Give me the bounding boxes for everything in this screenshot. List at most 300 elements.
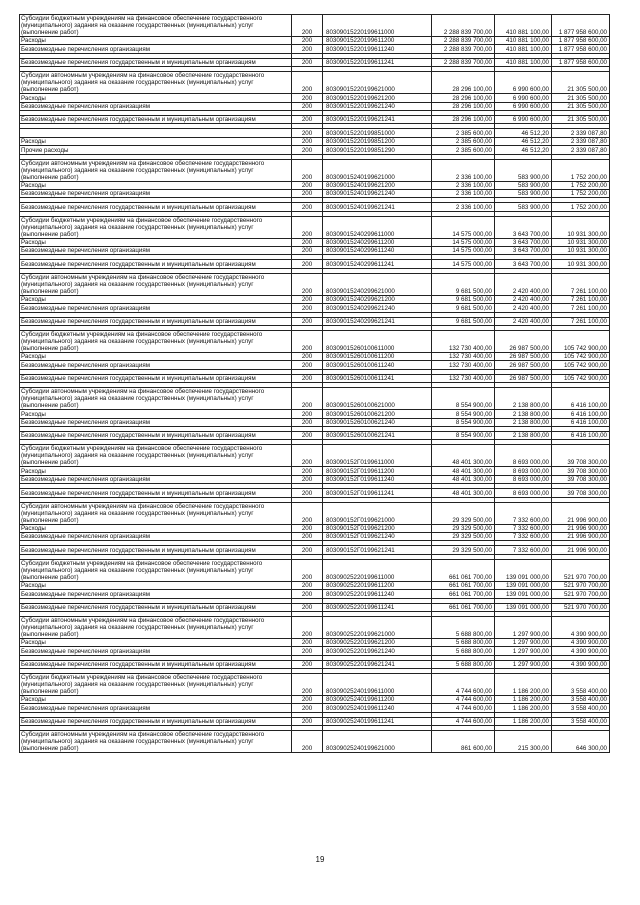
row-approved-amount: 29 329 500,00 bbox=[432, 546, 495, 554]
row-code: 200 bbox=[292, 374, 323, 382]
row-unexecuted-amount: 105 742 900,00 bbox=[552, 374, 610, 382]
row-name: Расходы bbox=[20, 581, 292, 589]
row-classification-code: 80309015240299621200 bbox=[323, 295, 432, 303]
row-approved-amount: 29 329 500,00 bbox=[432, 502, 495, 524]
row-executed-amount: 2 138 800,00 bbox=[495, 388, 552, 410]
row-classification-code: 80309015240199621240 bbox=[323, 189, 432, 197]
row-unexecuted-amount: 21 996 900,00 bbox=[552, 524, 610, 532]
row-executed-amount: 410 881 100,00 bbox=[495, 37, 552, 45]
row-unexecuted-amount: 10 931 300,00 bbox=[552, 216, 610, 238]
row-unexecuted-amount: 1 877 958 600,00 bbox=[552, 58, 610, 66]
row-executed-amount: 6 990 600,00 bbox=[495, 94, 552, 102]
row-approved-amount: 9 681 500,00 bbox=[432, 295, 495, 303]
row-unexecuted-amount: 2 339 087,80 bbox=[552, 129, 610, 137]
row-executed-amount: 26 987 500,00 bbox=[495, 374, 552, 382]
table-row bbox=[20, 181, 610, 189]
row-unexecuted-amount: 6 416 100,00 bbox=[552, 418, 610, 426]
table-row bbox=[20, 717, 610, 725]
row-approved-amount: 29 329 500,00 bbox=[432, 532, 495, 540]
row-classification-code: 803090152Г0199621241 bbox=[323, 546, 432, 554]
row-name: Субсидии автономным учреждениям на финансовое обеспечение государственного (муниципального) задания на оказание государственных (муниципальных) услуг (выполнение работ) bbox=[20, 616, 292, 638]
row-classification-code: 80309015220199611200 bbox=[323, 37, 432, 45]
table-row bbox=[20, 317, 610, 325]
row-code: 200 bbox=[292, 731, 323, 753]
row-classification-code: 80309025220199621240 bbox=[323, 647, 432, 655]
row-classification-code: 803090152Г0199611000 bbox=[323, 445, 432, 467]
row-unexecuted-amount: 105 742 900,00 bbox=[552, 353, 610, 361]
table-row bbox=[20, 247, 610, 255]
row-name: Субсидии автономным учреждениям на финансовое обеспечение государственного (муниципального) задания на оказание государственных (муниципальных) услуг (выполнение работ) bbox=[20, 388, 292, 410]
table-row bbox=[20, 489, 610, 497]
row-code: 200 bbox=[292, 638, 323, 646]
row-executed-amount: 1 186 200,00 bbox=[495, 717, 552, 725]
row-code: 200 bbox=[292, 216, 323, 238]
row-executed-amount: 583 900,00 bbox=[495, 203, 552, 211]
row-code: 200 bbox=[292, 674, 323, 696]
row-name: Безвозмездные перечисления государственным и муниципальным организациям bbox=[20, 660, 292, 668]
row-executed-amount: 2 138 800,00 bbox=[495, 418, 552, 426]
row-approved-amount: 4 744 600,00 bbox=[432, 704, 495, 712]
row-code: 200 bbox=[292, 717, 323, 725]
row-executed-amount: 26 987 500,00 bbox=[495, 331, 552, 353]
row-classification-code: 80309015260100611240 bbox=[323, 361, 432, 369]
row-unexecuted-amount: 1 752 200,00 bbox=[552, 181, 610, 189]
row-code: 200 bbox=[292, 603, 323, 611]
row-code: 200 bbox=[292, 532, 323, 540]
row-name bbox=[20, 129, 292, 137]
table-row bbox=[20, 559, 610, 581]
row-classification-code: 80309015220199621200 bbox=[323, 94, 432, 102]
row-executed-amount: 6 990 600,00 bbox=[495, 102, 552, 110]
row-approved-amount: 132 730 400,00 bbox=[432, 374, 495, 382]
row-code: 200 bbox=[292, 260, 323, 268]
row-approved-amount: 661 061 700,00 bbox=[432, 590, 495, 598]
table-row bbox=[20, 603, 610, 611]
row-executed-amount: 8 693 000,00 bbox=[495, 475, 552, 483]
table-row bbox=[20, 410, 610, 418]
row-approved-amount: 2 288 839 700,00 bbox=[432, 37, 495, 45]
row-name: Безвозмездные перечисления государственным и муниципальным организациям bbox=[20, 603, 292, 611]
row-classification-code: 80309015260100621000 bbox=[323, 388, 432, 410]
row-classification-code: 80309015260100621200 bbox=[323, 410, 432, 418]
row-approved-amount: 14 575 000,00 bbox=[432, 216, 495, 238]
row-classification-code: 80309025220199611000 bbox=[323, 559, 432, 581]
row-name: Безвозмездные перечисления организациям bbox=[20, 189, 292, 197]
row-executed-amount: 3 643 700,00 bbox=[495, 260, 552, 268]
row-executed-amount: 2 138 800,00 bbox=[495, 410, 552, 418]
row-name: Расходы bbox=[20, 467, 292, 475]
row-executed-amount: 8 693 000,00 bbox=[495, 445, 552, 467]
row-unexecuted-amount: 2 339 087,80 bbox=[552, 146, 610, 154]
row-code: 200 bbox=[292, 361, 323, 369]
row-code: 200 bbox=[292, 102, 323, 110]
row-approved-amount: 29 329 500,00 bbox=[432, 524, 495, 532]
row-executed-amount: 46 512,20 bbox=[495, 137, 552, 145]
row-classification-code: 80309025240199611240 bbox=[323, 704, 432, 712]
row-approved-amount: 8 554 900,00 bbox=[432, 410, 495, 418]
row-unexecuted-amount: 6 416 100,00 bbox=[552, 388, 610, 410]
row-classification-code: 80309015260100621240 bbox=[323, 418, 432, 426]
page-number: 19 bbox=[315, 855, 325, 864]
row-code: 200 bbox=[292, 45, 323, 53]
row-executed-amount: 139 091 000,00 bbox=[495, 559, 552, 581]
row-classification-code: 803090152Г0199611200 bbox=[323, 467, 432, 475]
row-name: Субсидии бюджетным учреждениям на финансовое обеспечение государственного (муниципального) задания на оказание государственных (муниципальных) услуг (выполнение работ) bbox=[20, 331, 292, 353]
row-name: Расходы bbox=[20, 181, 292, 189]
row-code: 200 bbox=[292, 247, 323, 255]
row-approved-amount: 5 688 800,00 bbox=[432, 660, 495, 668]
row-executed-amount: 7 332 600,00 bbox=[495, 532, 552, 540]
row-unexecuted-amount: 1 752 200,00 bbox=[552, 203, 610, 211]
row-executed-amount: 2 420 400,00 bbox=[495, 273, 552, 295]
row-code: 200 bbox=[292, 37, 323, 45]
row-name: Безвозмездные перечисления государственным и муниципальным организациям bbox=[20, 431, 292, 439]
row-executed-amount: 8 693 000,00 bbox=[495, 467, 552, 475]
row-name: Безвозмездные перечисления организациям bbox=[20, 45, 292, 53]
row-executed-amount: 583 900,00 bbox=[495, 189, 552, 197]
table-row bbox=[20, 304, 610, 312]
row-unexecuted-amount: 1 877 958 600,00 bbox=[552, 37, 610, 45]
row-approved-amount: 14 575 000,00 bbox=[432, 247, 495, 255]
row-unexecuted-amount: 10 931 300,00 bbox=[552, 260, 610, 268]
table-row bbox=[20, 374, 610, 382]
row-code: 200 bbox=[292, 467, 323, 475]
row-executed-amount: 26 987 500,00 bbox=[495, 353, 552, 361]
table-row bbox=[20, 581, 610, 589]
row-approved-amount: 2 385 600,00 bbox=[432, 129, 495, 137]
row-approved-amount: 8 554 900,00 bbox=[432, 418, 495, 426]
row-name: Безвозмездные перечисления организациям bbox=[20, 361, 292, 369]
table-row bbox=[20, 647, 610, 655]
row-name: Расходы bbox=[20, 410, 292, 418]
row-classification-code: 80309025240199611200 bbox=[323, 696, 432, 704]
row-executed-amount: 3 643 700,00 bbox=[495, 247, 552, 255]
row-executed-amount: 410 881 100,00 bbox=[495, 45, 552, 53]
row-executed-amount: 1 186 200,00 bbox=[495, 704, 552, 712]
row-name: Безвозмездные перечисления государственным и муниципальным организациям bbox=[20, 58, 292, 66]
row-unexecuted-amount: 39 708 300,00 bbox=[552, 489, 610, 497]
row-name: Безвозмездные перечисления государственным и муниципальным организациям bbox=[20, 203, 292, 211]
budget-table-container bbox=[19, 14, 609, 753]
row-classification-code: 80309025240199611000 bbox=[323, 674, 432, 696]
row-unexecuted-amount: 39 708 300,00 bbox=[552, 445, 610, 467]
row-code: 200 bbox=[292, 146, 323, 154]
table-row bbox=[20, 532, 610, 540]
row-classification-code: 80309025240199611241 bbox=[323, 717, 432, 725]
row-approved-amount: 9 681 500,00 bbox=[432, 273, 495, 295]
row-unexecuted-amount: 21 305 500,00 bbox=[552, 102, 610, 110]
row-approved-amount: 132 730 400,00 bbox=[432, 361, 495, 369]
table-row bbox=[20, 129, 610, 137]
row-name: Субсидии автономным учреждениям на финансовое обеспечение государственного (муниципального) задания на оказание государственных (муниципальных) услуг (выполнение работ) bbox=[20, 72, 292, 94]
row-classification-code: 80309025220199621200 bbox=[323, 638, 432, 646]
row-code: 200 bbox=[292, 295, 323, 303]
row-unexecuted-amount: 7 261 100,00 bbox=[552, 295, 610, 303]
table-row bbox=[20, 674, 610, 696]
row-approved-amount: 2 336 100,00 bbox=[432, 203, 495, 211]
row-code: 200 bbox=[292, 546, 323, 554]
row-name: Безвозмездные перечисления государственным и муниципальным организациям bbox=[20, 546, 292, 554]
row-executed-amount: 410 881 100,00 bbox=[495, 58, 552, 66]
row-classification-code: 803090152Г0199621200 bbox=[323, 524, 432, 532]
row-unexecuted-amount: 3 558 400,00 bbox=[552, 696, 610, 704]
row-executed-amount: 2 138 800,00 bbox=[495, 431, 552, 439]
table-row bbox=[20, 731, 610, 753]
row-code: 200 bbox=[292, 137, 323, 145]
table-row bbox=[20, 418, 610, 426]
row-code: 200 bbox=[292, 189, 323, 197]
row-code: 200 bbox=[292, 58, 323, 66]
row-approved-amount: 2 288 839 700,00 bbox=[432, 58, 495, 66]
table-row bbox=[20, 72, 610, 94]
row-approved-amount: 48 401 300,00 bbox=[432, 475, 495, 483]
table-row bbox=[20, 115, 610, 123]
row-classification-code: 80309025220199611200 bbox=[323, 581, 432, 589]
row-executed-amount: 1 297 900,00 bbox=[495, 638, 552, 646]
row-approved-amount: 48 401 300,00 bbox=[432, 489, 495, 497]
row-code: 200 bbox=[292, 489, 323, 497]
row-classification-code: 80309015220199621240 bbox=[323, 102, 432, 110]
table-row bbox=[20, 502, 610, 524]
table-row bbox=[20, 524, 610, 532]
row-unexecuted-amount: 39 708 300,00 bbox=[552, 467, 610, 475]
row-approved-amount: 28 296 100,00 bbox=[432, 72, 495, 94]
row-classification-code: 80309015240299611200 bbox=[323, 238, 432, 246]
row-code: 200 bbox=[292, 524, 323, 532]
row-name: Расходы bbox=[20, 353, 292, 361]
row-unexecuted-amount: 21 305 500,00 bbox=[552, 94, 610, 102]
row-executed-amount: 1 186 200,00 bbox=[495, 674, 552, 696]
row-unexecuted-amount: 4 390 900,00 bbox=[552, 660, 610, 668]
row-name: Безвозмездные перечисления организациям bbox=[20, 475, 292, 483]
row-classification-code: 80309015260100621241 bbox=[323, 431, 432, 439]
row-name: Безвозмездные перечисления государственным и муниципальным организациям bbox=[20, 374, 292, 382]
row-executed-amount: 26 987 500,00 bbox=[495, 361, 552, 369]
row-classification-code: 80309015220199611241 bbox=[323, 58, 432, 66]
row-unexecuted-amount: 7 261 100,00 bbox=[552, 317, 610, 325]
table-row bbox=[20, 475, 610, 483]
table-row bbox=[20, 273, 610, 295]
row-classification-code: 803090152Г0199621240 bbox=[323, 532, 432, 540]
row-name: Безвозмездные перечисления государственным и муниципальным организациям bbox=[20, 717, 292, 725]
row-code: 200 bbox=[292, 94, 323, 102]
row-unexecuted-amount: 7 261 100,00 bbox=[552, 304, 610, 312]
row-code: 200 bbox=[292, 418, 323, 426]
row-approved-amount: 2 385 600,00 bbox=[432, 146, 495, 154]
row-code: 200 bbox=[292, 72, 323, 94]
row-approved-amount: 861 600,00 bbox=[432, 731, 495, 753]
row-code: 200 bbox=[292, 181, 323, 189]
row-approved-amount: 4 744 600,00 bbox=[432, 674, 495, 696]
row-approved-amount: 48 401 300,00 bbox=[432, 445, 495, 467]
row-approved-amount: 2 336 100,00 bbox=[432, 189, 495, 197]
row-unexecuted-amount: 4 390 900,00 bbox=[552, 638, 610, 646]
row-classification-code: 80309025220199621000 bbox=[323, 616, 432, 638]
row-name: Субсидии автономным учреждениям на финансовое обеспечение государственного (муниципального) задания на оказание государственных (муниципальных) услуг (выполнение работ) bbox=[20, 159, 292, 181]
row-classification-code: 80309015220199851000 bbox=[323, 129, 432, 137]
row-code: 200 bbox=[292, 431, 323, 439]
table-row bbox=[20, 660, 610, 668]
row-classification-code: 80309015240299611240 bbox=[323, 247, 432, 255]
row-approved-amount: 4 744 600,00 bbox=[432, 717, 495, 725]
row-approved-amount: 28 296 100,00 bbox=[432, 102, 495, 110]
row-unexecuted-amount: 521 970 700,00 bbox=[552, 559, 610, 581]
row-executed-amount: 2 420 400,00 bbox=[495, 317, 552, 325]
row-name: Безвозмездные перечисления организациям bbox=[20, 590, 292, 598]
row-approved-amount: 4 744 600,00 bbox=[432, 696, 495, 704]
row-name: Расходы bbox=[20, 524, 292, 532]
row-classification-code: 80309015220199621241 bbox=[323, 115, 432, 123]
row-executed-amount: 139 091 000,00 bbox=[495, 581, 552, 589]
table-row bbox=[20, 388, 610, 410]
row-executed-amount: 6 990 600,00 bbox=[495, 72, 552, 94]
row-unexecuted-amount: 7 261 100,00 bbox=[552, 273, 610, 295]
row-approved-amount: 2 385 600,00 bbox=[432, 137, 495, 145]
row-code: 200 bbox=[292, 647, 323, 655]
row-name: Расходы bbox=[20, 638, 292, 646]
table-row bbox=[20, 216, 610, 238]
row-name: Расходы bbox=[20, 137, 292, 145]
row-executed-amount: 2 420 400,00 bbox=[495, 304, 552, 312]
table-row bbox=[20, 94, 610, 102]
row-unexecuted-amount: 105 742 900,00 bbox=[552, 331, 610, 353]
row-code: 200 bbox=[292, 203, 323, 211]
row-name: Безвозмездные перечисления государственным и муниципальным организациям bbox=[20, 489, 292, 497]
row-approved-amount: 14 575 000,00 bbox=[432, 238, 495, 246]
row-approved-amount: 5 688 800,00 bbox=[432, 638, 495, 646]
row-approved-amount: 5 688 800,00 bbox=[432, 616, 495, 638]
row-unexecuted-amount: 10 931 300,00 bbox=[552, 238, 610, 246]
table-row bbox=[20, 102, 610, 110]
row-approved-amount: 132 730 400,00 bbox=[432, 331, 495, 353]
row-approved-amount: 2 288 839 700,00 bbox=[432, 45, 495, 53]
row-approved-amount: 661 061 700,00 bbox=[432, 581, 495, 589]
row-code: 200 bbox=[292, 388, 323, 410]
row-unexecuted-amount: 1 752 200,00 bbox=[552, 159, 610, 181]
row-classification-code: 80309015260100611241 bbox=[323, 374, 432, 382]
table-row bbox=[20, 137, 610, 145]
row-classification-code: 80309015240199621241 bbox=[323, 203, 432, 211]
row-classification-code: 80309015240299611241 bbox=[323, 260, 432, 268]
table-row bbox=[20, 704, 610, 712]
row-name: Расходы bbox=[20, 238, 292, 246]
row-classification-code: 80309025220199621241 bbox=[323, 660, 432, 668]
row-name: Безвозмездные перечисления организациям bbox=[20, 532, 292, 540]
table-row bbox=[20, 58, 610, 66]
row-unexecuted-amount: 646 300,00 bbox=[552, 731, 610, 753]
row-name: Расходы bbox=[20, 696, 292, 704]
row-executed-amount: 46 512,20 bbox=[495, 146, 552, 154]
row-code: 200 bbox=[292, 410, 323, 418]
row-approved-amount: 9 681 500,00 bbox=[432, 304, 495, 312]
row-name: Безвозмездные перечисления организациям bbox=[20, 304, 292, 312]
row-unexecuted-amount: 521 970 700,00 bbox=[552, 590, 610, 598]
row-code: 200 bbox=[292, 15, 323, 37]
row-name: Субсидии бюджетным учреждениям на финансовое обеспечение государственного (муниципального) задания на оказание государственных (муниципальных) услуг (выполнение работ) bbox=[20, 559, 292, 581]
row-code: 200 bbox=[292, 129, 323, 137]
row-classification-code: 80309015240299621000 bbox=[323, 273, 432, 295]
table-row bbox=[20, 238, 610, 246]
row-unexecuted-amount: 521 970 700,00 bbox=[552, 581, 610, 589]
row-unexecuted-amount: 21 996 900,00 bbox=[552, 532, 610, 540]
row-executed-amount: 3 643 700,00 bbox=[495, 238, 552, 246]
row-unexecuted-amount: 21 996 900,00 bbox=[552, 546, 610, 554]
row-executed-amount: 7 332 600,00 bbox=[495, 546, 552, 554]
row-approved-amount: 2 336 100,00 bbox=[432, 181, 495, 189]
row-executed-amount: 6 990 600,00 bbox=[495, 115, 552, 123]
row-name: Безвозмездные перечисления организациям bbox=[20, 102, 292, 110]
row-executed-amount: 139 091 000,00 bbox=[495, 603, 552, 611]
table-row bbox=[20, 445, 610, 467]
row-executed-amount: 410 881 100,00 bbox=[495, 15, 552, 37]
row-code: 200 bbox=[292, 660, 323, 668]
table-row bbox=[20, 467, 610, 475]
row-code: 200 bbox=[292, 502, 323, 524]
row-classification-code: 80309015240299621241 bbox=[323, 317, 432, 325]
row-name: Субсидии автономным учреждениям на финансовое обеспечение государственного (муниципального) задания на оказание государственных (муниципальных) услуг (выполнение работ) bbox=[20, 731, 292, 753]
row-name: Безвозмездные перечисления государственным и муниципальным организациям bbox=[20, 115, 292, 123]
row-classification-code: 80309015220199851200 bbox=[323, 137, 432, 145]
row-name: Прочие расходы bbox=[20, 146, 292, 154]
row-code: 200 bbox=[292, 581, 323, 589]
row-executed-amount: 7 332 600,00 bbox=[495, 524, 552, 532]
row-unexecuted-amount: 3 558 400,00 bbox=[552, 717, 610, 725]
table-row bbox=[20, 189, 610, 197]
row-approved-amount: 661 061 700,00 bbox=[432, 603, 495, 611]
row-unexecuted-amount: 3 558 400,00 bbox=[552, 704, 610, 712]
row-name: Субсидии бюджетным учреждениям на финансовое обеспечение государственного (муниципального) задания на оказание государственных (муниципальных) услуг (выполнение работ) bbox=[20, 445, 292, 467]
row-name: Субсидии бюджетным учреждениям на финансовое обеспечение государственного (муниципального) задания на оказание государственных (муниципальных) услуг (выполнение работ) bbox=[20, 216, 292, 238]
row-unexecuted-amount: 1 752 200,00 bbox=[552, 189, 610, 197]
table-row bbox=[20, 159, 610, 181]
row-name: Безвозмездные перечисления государственным и муниципальным организациям bbox=[20, 317, 292, 325]
row-code: 200 bbox=[292, 590, 323, 598]
table-row bbox=[20, 45, 610, 53]
row-classification-code: 80309015240199621200 bbox=[323, 181, 432, 189]
row-approved-amount: 8 554 900,00 bbox=[432, 388, 495, 410]
table-row bbox=[20, 353, 610, 361]
row-unexecuted-amount: 21 996 900,00 bbox=[552, 502, 610, 524]
row-approved-amount: 5 688 800,00 bbox=[432, 647, 495, 655]
table-body bbox=[20, 15, 610, 753]
row-unexecuted-amount: 10 931 300,00 bbox=[552, 247, 610, 255]
row-classification-code: 803090152Г0199611241 bbox=[323, 489, 432, 497]
row-name: Безвозмездные перечисления организациям bbox=[20, 418, 292, 426]
row-name: Безвозмездные перечисления организациям bbox=[20, 247, 292, 255]
row-unexecuted-amount: 6 416 100,00 bbox=[552, 410, 610, 418]
row-classification-code: 80309015220199851290 bbox=[323, 146, 432, 154]
row-approved-amount: 8 554 900,00 bbox=[432, 431, 495, 439]
row-unexecuted-amount: 1 877 958 600,00 bbox=[552, 15, 610, 37]
table-row bbox=[20, 638, 610, 646]
row-classification-code: 80309015240199621000 bbox=[323, 159, 432, 181]
row-code: 200 bbox=[292, 273, 323, 295]
row-unexecuted-amount: 1 877 958 600,00 bbox=[552, 45, 610, 53]
table-row bbox=[20, 146, 610, 154]
row-executed-amount: 215 300,00 bbox=[495, 731, 552, 753]
row-code: 200 bbox=[292, 616, 323, 638]
row-executed-amount: 8 693 000,00 bbox=[495, 489, 552, 497]
row-name: Безвозмездные перечисления организациям bbox=[20, 647, 292, 655]
row-name: Субсидии автономным учреждениям на финансовое обеспечение государственного (муниципального) задания на оказание государственных (муниципальных) услуг (выполнение работ) bbox=[20, 273, 292, 295]
row-name: Расходы bbox=[20, 94, 292, 102]
table-row bbox=[20, 203, 610, 211]
row-approved-amount: 2 336 100,00 bbox=[432, 159, 495, 181]
row-name: Безвозмездные перечисления организациям bbox=[20, 704, 292, 712]
row-code: 200 bbox=[292, 475, 323, 483]
row-code: 200 bbox=[292, 317, 323, 325]
row-approved-amount: 48 401 300,00 bbox=[432, 467, 495, 475]
